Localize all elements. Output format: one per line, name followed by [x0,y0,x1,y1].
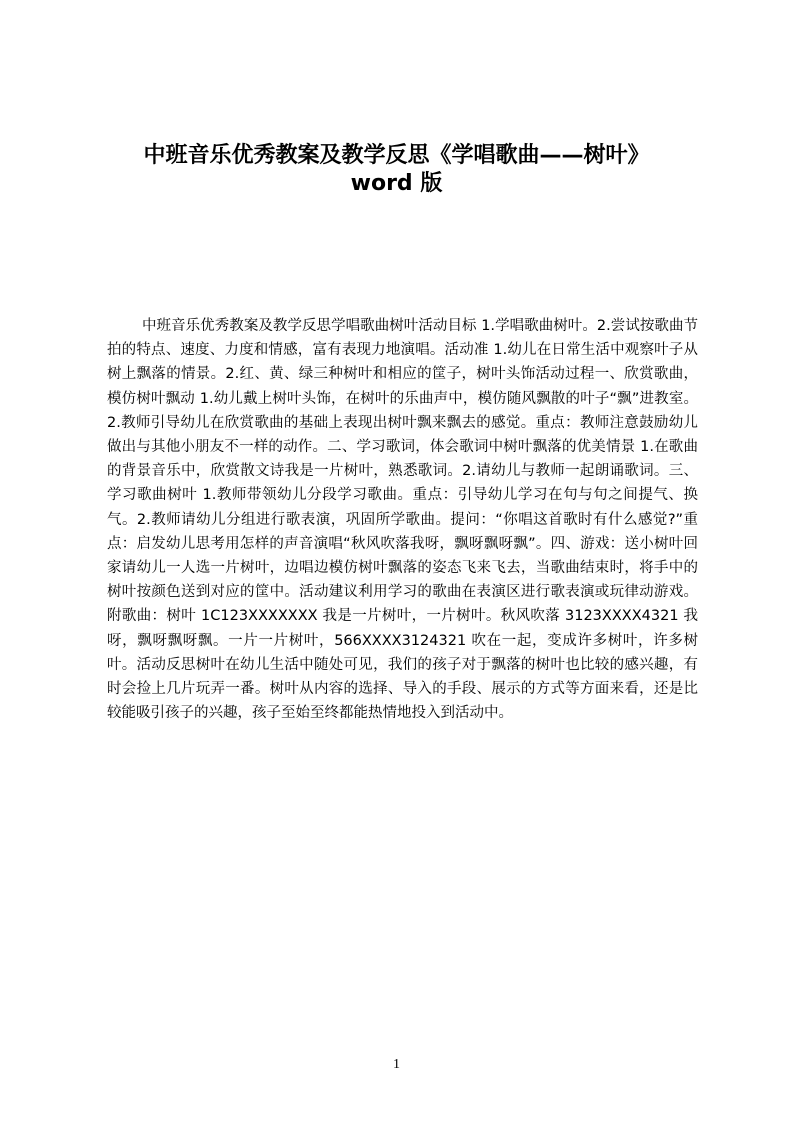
title-line-1: 中班音乐优秀教案及教学反思《学唱歌曲——树叶》 [143,143,650,168]
page-number: 1 [393,1057,400,1072]
document-title [60,142,733,198]
title-line-2: word 版 [350,171,443,196]
body-paragraph: 中班音乐优秀教案及教学反思学唱歌曲树叶活动目标 1.学唱歌曲树叶。2.尝试按歌曲节拍的特点、速度、力度和情感，富有表现力地演唱。活动准 1.幼儿在日常生活中观察叶子从树上飘落的情景。2.红、黄、绿三种树叶和相应的筐子，树叶头饰活动过程一、欣赏歌曲，模仿树叶飘动 1.幼儿戴上树叶头饰，在树叶的乐曲声中，模仿随风飘散的叶子“飘”进教室。2.教师引导幼儿在欣赏歌曲的基础上表现出树叶飘来飘去的感觉。重点：教师注意鼓励幼儿做出与其他小朋友不一样的动作。二、学习歌词，体会歌词中树叶飘落的优美情景 1.在歌曲的背景音乐中，欣赏散文诗我是一片树叶，熟悉歌词。2.请幼儿与教师一起朗诵歌词。三、学习歌曲树叶 1.教师带领幼儿分段学习歌曲。重点：引导幼儿学习在句与句之间提气、换气。2.教师请幼儿分组进行歌表演，巩固所学歌曲。提问：“你唱这首歌时有什么感觉?”重点：启发幼儿思考用怎样的声音演唱“秋风吹落我呀，飘呀飘呀飘”。四、游戏：送小树叶回家请幼儿一人选一片树叶，边唱边模仿树叶飘落的姿态飞来飞去，当歌曲结束时，将手中的树叶按颜色送到对应的筐中。活动建议利用学习的歌曲在表演区进行歌表演或玩律动游戏。附歌曲：树叶 1C123XXXXXXX 我是一片树叶，一片树叶。秋风吹落 3123XXXX4321 我呀，飘呀飘呀飘。一片一片树叶，566XXXX3124321 吹在一起，变成许多树叶，许多树叶。活动反思树叶在幼儿生活中随处可见，我们的孩子对于飘落的树叶也比较的感兴趣，有时会捡上几片玩弄一番。树叶从内容的选择、导入的手段、展示的方式等方面来看，还是比较能吸引孩子的兴趣，孩子至始至终都能热情地投入到活动中。 [107,318,698,722]
